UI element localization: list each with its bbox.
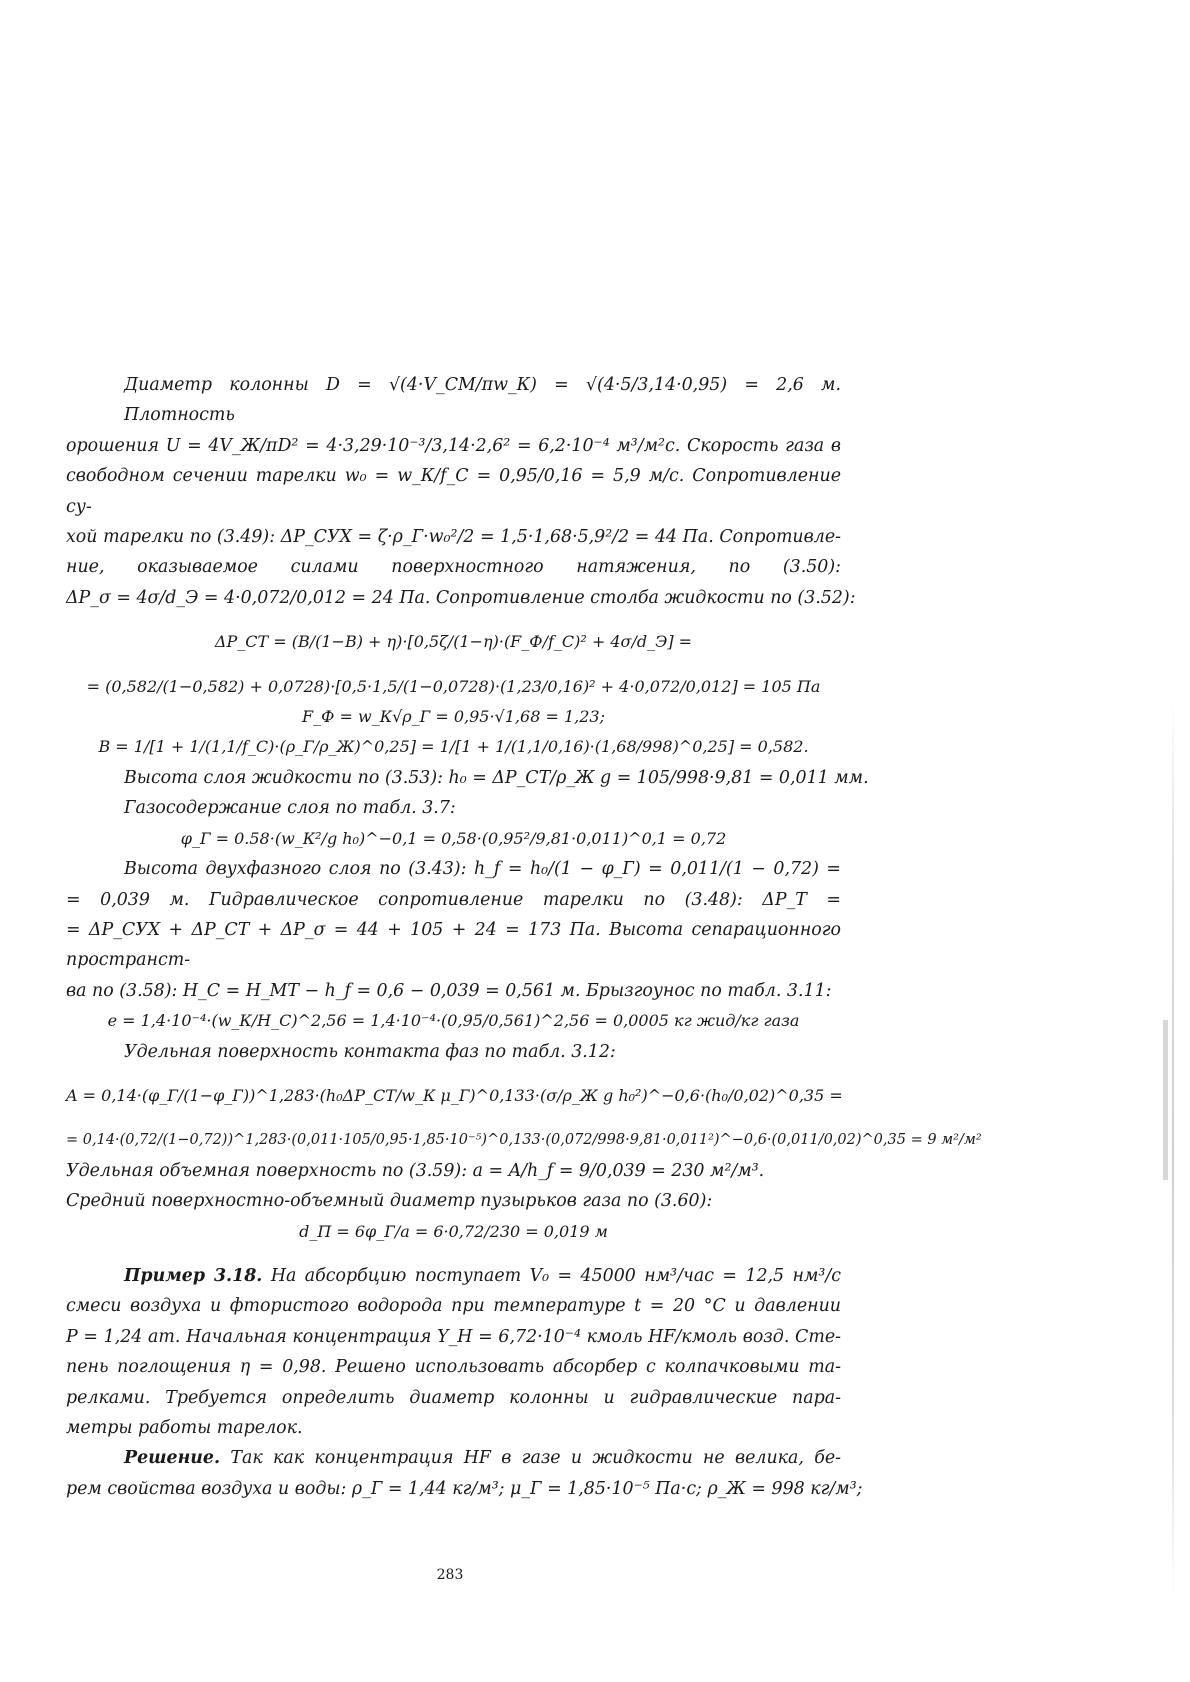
text-line: метры работы тарелок. <box>66 1418 303 1438</box>
solution-first-line <box>66 1443 841 1473</box>
text-line: смеси воздуха и фтористого водорода при температуре t = 20 °C и давлении <box>66 1296 841 1317</box>
scan-artifact <box>1163 1020 1168 1180</box>
text-line: P = 1,24 ат. Начальная концентрация Y_Н = 6,72·10⁻⁴ кмоль HF/кмоль возд. Сте- <box>66 1326 841 1347</box>
example-label: Пример 3.18. <box>124 1265 263 1286</box>
solution-label: Решение. <box>124 1448 221 1469</box>
text-line: Удельная поверхность контакта фаз по табл. 3.12: <box>124 1041 616 1062</box>
text-line: ΔP_σ = 4σ/d_Э = 4·0,072/0,012 = 24 Па. Сопротивление столба жидкости по (3.52): <box>66 587 856 608</box>
equation-a: A = 0,14·(φ_Г/(1−φ_Г))^1,283·(h₀ΔP_СТ/w_К μ_Г)^0,133·(σ/ρ_Ж g h₀²)^−0,6·(h₀/0,02)^0,35 = <box>66 1085 843 1105</box>
text-line: Высота двухфазного слоя по (3.43): h_f = h₀/(1 − φ_Г) = 0,011/(1 − 0,72) = <box>124 859 841 880</box>
text-line: свободном сечении тарелки w₀ = w_К/f_С = 0,95/0,16 = 5,9 м/с. Сопротивление су- <box>66 466 841 517</box>
equation-dp: d_П = 6φ_Г/a = 6·0,72/230 = 0,019 м <box>299 1221 608 1241</box>
text-line: = 0,039 м. Гидравлическое сопротивление тарелки по (3.48): ΔP_Т = <box>66 889 841 910</box>
text-line: Диаметр колонны D = √(4·V_СМ/πw_К) = √(4·5/3,14·0,95) = 2,6 м. Плотность <box>124 375 841 426</box>
equation-a-numeric: = 0,14·(0,72/(1−0,72))^1,283·(0,011·105/0,95·1,85·10⁻⁵)^0,133·(0,072/998·9,81·0,011²)^−0,6·(0,011/0,02)^0,35 = 9 м²/м² <box>66 1132 982 1149</box>
equation-b: B = 1/[1 + 1/(1,1/f_С)·(ρ_Г/ρ_Ж)^0,25] = 1/[1 + 1/(1,1/0,16)·(1,68/998)^0,25] = 0,582. <box>98 737 809 757</box>
scan-edge <box>1172 700 1174 1600</box>
equation-phi: φ_Г = 0.58·(w_К²/g h₀)^−0,1 = 0,58·(0,95²/9,81·0,011)^0,1 = 0,72 <box>180 828 727 848</box>
example-first-line <box>66 1261 841 1291</box>
text-line: рем свойства воздуха и воды: ρ_Г = 1,44 кг/м³; μ_Г = 1,85·10⁻⁵ Па·с; ρ_Ж = 998 кг/м³; <box>66 1478 863 1499</box>
equation-dp-st: ΔP_СТ = (B/(1−B) + η)·[0,5ζ/(1−η)·(F_Ф/f_С)² + 4σ/d_Э] = <box>214 632 693 652</box>
text-line: релками. Требуется определить диаметр колонны и гидравлические пара- <box>66 1387 841 1408</box>
equation-f-phi: F_Ф = w_К√ρ_Г = 0,95·√1,68 = 1,23; <box>302 707 605 727</box>
text-line: орошения U = 4V_Ж/πD² = 4·3,29·10⁻³/3,14·2,6² = 6,2·10⁻⁴ м³/м²с. Скорость газа в <box>66 435 841 456</box>
text-line: ва по (3.58): H_С = H_МТ − h_f = 0,6 − 0,039 = 0,561 м. Брызгоунос по табл. 3.11: <box>66 980 832 1001</box>
text-line: Удельная объемная поверхность по (3.59): a = A/h_f = 9/0,039 = 230 м²/м³. <box>66 1160 765 1181</box>
solution-text: Так как концентрация HF в газе и жидкости не велика, бе- <box>230 1448 841 1469</box>
equation-e: e = 1,4·10⁻⁴·(w_К/H_С)^2,56 = 1,4·10⁻⁴·(0,95/0,561)^2,56 = 0,0005 кг жид/кг газа <box>107 1011 800 1031</box>
text-line: Газосодержание слоя по табл. 3.7: <box>124 798 456 819</box>
text-line: ние, оказываемое силами поверхностного натяжения, по (3.50): <box>66 557 841 578</box>
text-line: Высота слоя жидкости по (3.53): h₀ = ΔP_СТ/ρ_Ж g = 105/998·9,81 = 0,011 мм. <box>124 767 869 788</box>
body-text <box>66 370 982 1504</box>
example-text: На абсорбцию поступает V₀ = 45000 нм³/час = 12,5 нм³/с <box>270 1265 841 1286</box>
text-line: = ΔP_СУХ + ΔP_СТ + ΔP_σ = 44 + 105 + 24 = 173 Па. Высота сепарационного пространст- <box>66 919 841 971</box>
page-number: 283 <box>436 1567 464 1583</box>
text-line: пень поглощения η = 0,98. Решено использовать абсорбер с колпачковыми та- <box>66 1357 841 1378</box>
text-line: хой тарелки по (3.49): ΔP_СУХ = ζ·ρ_Г·w₀²/2 = 1,5·1,68·5,9²/2 = 44 Па. Сопротивле- <box>66 527 841 548</box>
equation-dp-st-numeric: = (0,582/(1−0,582) + 0,0728)·[0,5·1,5/(1−0,0728)·(1,23/0,16)² + 4·0,072/0,012] = 105 Па <box>86 676 821 696</box>
text-line: Средний поверхностно-объемный диаметр пузырьков газа по (3.60): <box>66 1191 713 1212</box>
